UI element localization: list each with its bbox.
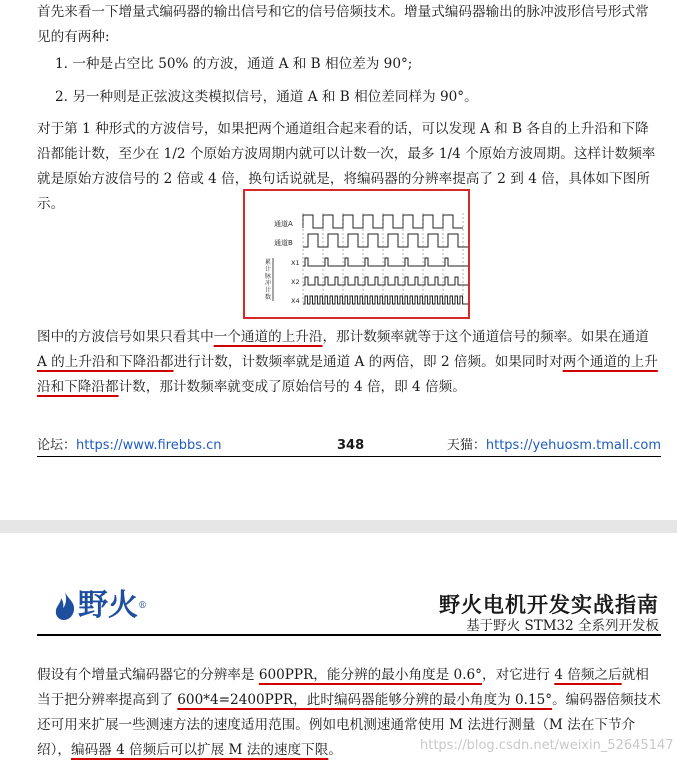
text-span: ，那计数频率就等于这个通道信号的频率。如果在通道 <box>322 329 649 345</box>
book-title: 野火电机开发实战指南 <box>439 593 659 617</box>
text-span: 。 <box>328 742 342 758</box>
svg-text:累: 累 <box>265 259 272 266</box>
forum-link-group <box>37 433 222 458</box>
book-subtitle: 基于野火 STM32 全系列开发板 <box>466 618 659 634</box>
page-number: 348 <box>337 438 365 453</box>
registered-mark: ® <box>138 600 147 611</box>
x4-label: X4 <box>291 297 300 305</box>
underlined-text: 一个通道的上升沿 <box>213 329 323 345</box>
svg-text:数: 数 <box>265 294 272 301</box>
footer-divider <box>37 456 661 457</box>
quadrature-figure <box>243 189 470 319</box>
tmall-label: 天猫： <box>446 438 486 453</box>
text-span: 进行计数，计数频率就是通道 A 的两倍，即 2 倍频。如果同时对 <box>173 354 563 370</box>
quadrature-timing-diagram <box>245 191 468 317</box>
count-label <box>265 258 271 301</box>
channel-a-label: 通道A <box>274 220 293 228</box>
tmall-link-group <box>447 433 661 458</box>
flame-icon <box>52 591 78 621</box>
page-gap <box>0 520 677 533</box>
underlined-text: 编码器 4 倍频后可以扩展 M 法的速度下限 <box>70 742 329 758</box>
square-wave-paragraph: 对于第 1 种形式的方波信号，如果把两个通道组合起来看的话，可以发现 A 和 B 各自的上升沿和下降沿都能计数，至少在 1/2 个原始方波周期内就可以计数一次，最多 1/4 个原始方波周期。这样计数频率就是原始方波信号的 2 倍或 4 倍，换句话说就是，将编码器的分辨率提高了 2 到 4 倍，具体如下图所示。 <box>37 121 656 212</box>
header-divider <box>37 634 661 636</box>
page-footer <box>37 433 661 455</box>
text-span: 。编码器倍频技术还可用来扩展一些测速方法的速度适用范围。例如电机测速通常使用 M 法进行测量（M 法在下节介绍）， <box>37 692 661 758</box>
list-item-2 <box>55 85 661 110</box>
underlined-text: 两个通道的上升沿和下降沿都 <box>37 354 658 395</box>
watermark: https://blog.csdn.net/weixin_52645147 <box>420 738 674 753</box>
list-number: 1. <box>55 56 68 72</box>
underlined-text: 600PPR，能分辨的最小角度是 0.6° <box>258 667 482 683</box>
text-span: 计数，那计数频率就变成了原始信号的 4 倍，即 4 倍频。 <box>118 379 466 395</box>
text-span: 假设有个增量式编码器它的分辨率是 <box>37 667 259 683</box>
svg-text:脉: 脉 <box>265 273 272 280</box>
underlined-text: A 的上升沿和下降沿都 <box>37 354 174 370</box>
underlined-text: 600*4=2400PPR，此时编码器能够分辨的最小角度为 0.15° <box>177 692 553 708</box>
svg-text:计: 计 <box>265 266 272 273</box>
list-item-1 <box>55 52 661 77</box>
logo-text: 野火 <box>78 588 138 623</box>
frequency-paragraph <box>37 325 661 400</box>
list-text: 一种是占空比 50% 的方波，通道 A 和 B 相位差为 90°; <box>72 56 413 72</box>
channel-b-label: 通道B <box>274 239 293 247</box>
text-span: ，对它进行 <box>481 667 555 683</box>
intro-paragraph: 首先来看一下增量式编码器的输出信号和它的信号倍频技术。增量式编码器输出的脉冲波形信号形式常见的有两种: <box>37 4 649 45</box>
list-number: 2. <box>55 89 68 105</box>
x1-label: X1 <box>291 259 300 267</box>
svg-text:计: 计 <box>265 287 272 294</box>
edge-guides <box>303 213 463 305</box>
x2-label: X2 <box>291 278 300 286</box>
text-span: 图中的方波信号如果只看其中 <box>37 329 214 345</box>
forum-label: 论坛： <box>37 438 77 453</box>
list-text: 另一种则是正弦波这类模拟信号，通道 A 和 B 相位差同样为 90°。 <box>72 89 478 105</box>
logo <box>52 586 147 626</box>
underlined-text: 4 倍频之后 <box>554 667 622 683</box>
tmall-link[interactable]: https://yehuosm.tmall.com <box>485 438 661 453</box>
text-span: 就相当于把分辨率提高到了 <box>37 667 649 708</box>
forum-link[interactable]: https://www.firebbs.cn <box>76 438 222 453</box>
svg-text:冲: 冲 <box>265 280 272 287</box>
